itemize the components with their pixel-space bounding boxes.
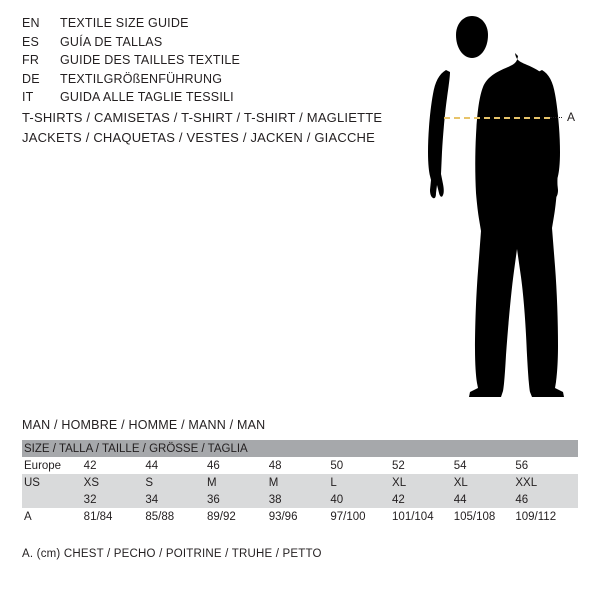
legend-text: GUÍA DE TALLAS xyxy=(60,34,163,49)
legend-code: DE xyxy=(22,71,40,86)
cell: XL xyxy=(454,474,516,491)
legend-row xyxy=(22,90,422,109)
cell: 34 xyxy=(145,491,207,508)
cell: XS xyxy=(84,474,146,491)
cell: 93/96 xyxy=(269,508,331,525)
cell: 46 xyxy=(207,457,269,474)
cell: 44 xyxy=(454,491,516,508)
legend-text: TEXTILE SIZE GUIDE xyxy=(60,16,189,30)
table-header-label: SIZE / TALLA / TAILLE / GRÖSSE / TAGLIA xyxy=(22,440,578,457)
cell: 40 xyxy=(330,491,392,508)
legend-text: GUIDA ALLE TAGLIE TESSILI xyxy=(60,90,234,104)
table-header-row xyxy=(22,440,578,457)
cell: M xyxy=(269,474,331,491)
measure-label-a: A xyxy=(567,110,576,124)
cell: 42 xyxy=(392,491,454,508)
cell: 50 xyxy=(330,457,392,474)
legend-row xyxy=(22,72,422,91)
cell: XXL xyxy=(515,474,578,491)
measure-leader-line xyxy=(550,117,562,119)
legend-code: EN xyxy=(22,16,40,30)
cell: 97/100 xyxy=(330,508,392,525)
cell: 52 xyxy=(392,457,454,474)
cell: 32 xyxy=(84,491,146,508)
row-label: A xyxy=(22,508,84,525)
row-label: Europe xyxy=(22,457,84,474)
row-label: US xyxy=(22,474,84,491)
cell: 109/112 xyxy=(515,508,578,525)
cell: 44 xyxy=(145,457,207,474)
cell: 81/84 xyxy=(84,508,146,525)
cell: S xyxy=(145,474,207,491)
table-title: MAN / HOMBRE / HOMME / MANN / MAN xyxy=(22,418,266,432)
legend-row xyxy=(22,35,422,54)
body-figure xyxy=(400,8,600,408)
cell: 105/108 xyxy=(454,508,516,525)
table-row xyxy=(22,491,578,508)
language-legend xyxy=(22,16,422,109)
legend-row xyxy=(22,53,422,72)
cell: 38 xyxy=(269,491,331,508)
cell: 56 xyxy=(515,457,578,474)
cell: 85/88 xyxy=(145,508,207,525)
cell: 46 xyxy=(515,491,578,508)
legend-code: FR xyxy=(22,53,40,67)
legend-row xyxy=(22,16,422,35)
table-footnote: A. (cm) CHEST / PECHO / POITRINE / TRUHE / PETTO xyxy=(22,548,322,560)
cell: 36 xyxy=(207,491,269,508)
cell: L xyxy=(330,474,392,491)
legend-code: IT xyxy=(22,90,34,104)
row-label xyxy=(22,491,84,508)
cell: 42 xyxy=(84,457,146,474)
size-table xyxy=(22,440,578,525)
table-row xyxy=(22,474,578,491)
cell: XL xyxy=(392,474,454,491)
cell: M xyxy=(207,474,269,491)
table-row xyxy=(22,457,578,474)
table-row xyxy=(22,508,578,525)
male-silhouette-icon xyxy=(400,8,600,408)
cell: 54 xyxy=(454,457,516,474)
garment-categories xyxy=(22,110,442,150)
cell: 101/104 xyxy=(392,508,454,525)
legend-text: TEXTILGRÖßENFÜHRUNG xyxy=(60,71,223,86)
category-jackets: JACKETS / CHAQUETAS / VESTES / JACKEN / GIACCHE xyxy=(22,130,376,145)
legend-code: ES xyxy=(22,34,40,49)
cell: 48 xyxy=(269,457,331,474)
legend-text: GUIDE DES TAILLES TEXTILE xyxy=(60,53,241,67)
size-table-section xyxy=(22,418,578,525)
cell: 89/92 xyxy=(207,508,269,525)
category-tshirts: T-SHIRTS / CAMISETAS / T-SHIRT / T-SHIRT / MAGLIETTE xyxy=(22,110,383,125)
